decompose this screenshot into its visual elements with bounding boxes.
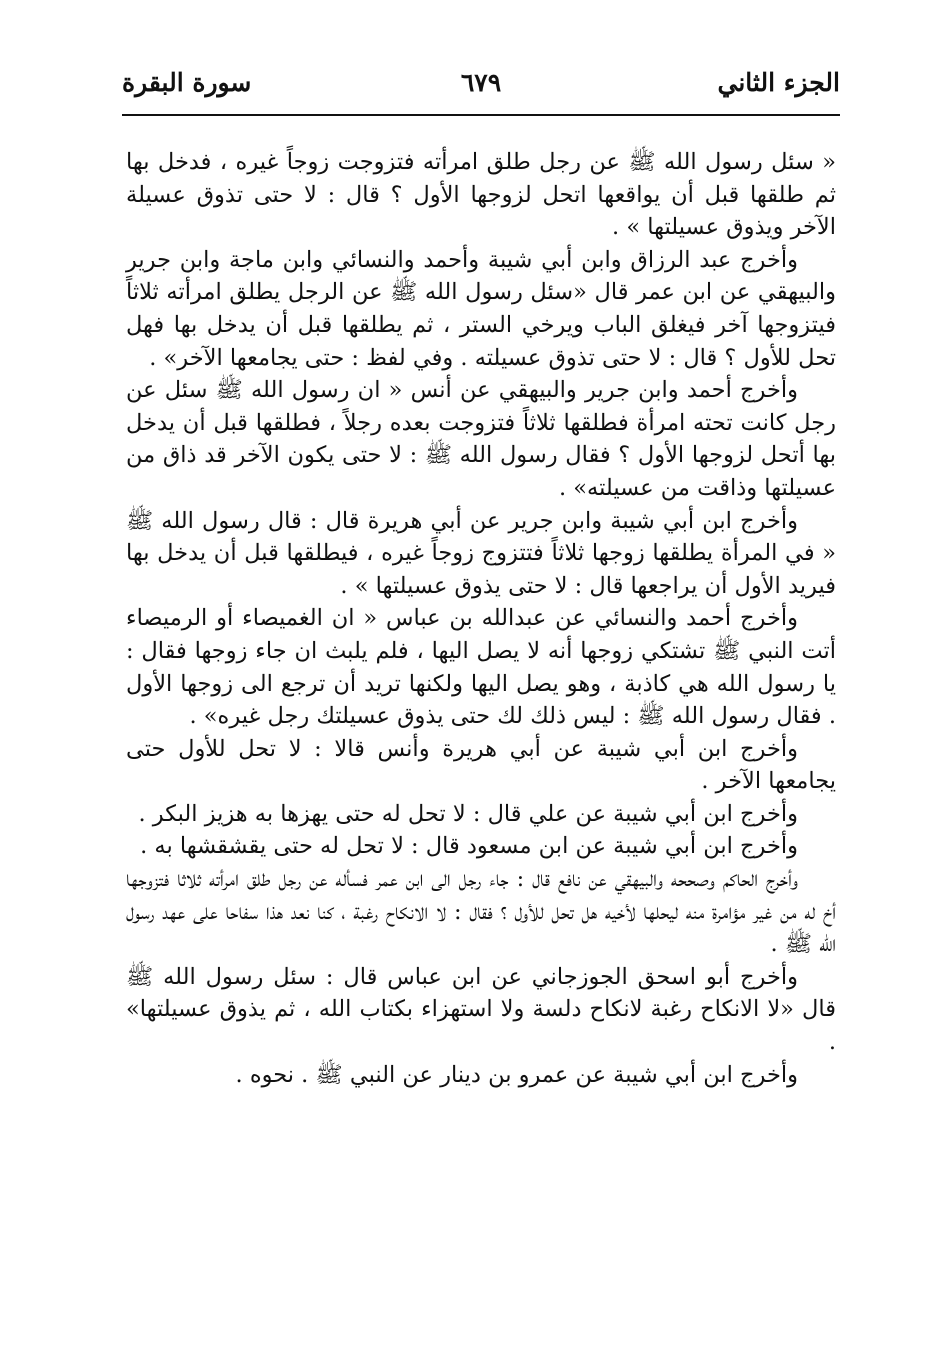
paragraph: وأخرج عبد الرزاق وابن أبي شيبة وأحمد والنسائي وابن ماجة وابن جرير والبيهقي عن ابن عمر قال «سئل رسول الله ﷺ عن الرجل يطلق امرأته ثلاثاً فيتزوجها آخر فيغلق الباب ويرخي الستر ، ثم يطلقها قبل أن يدخل بها فهل تحل للأول ؟ قال : لا حتى تذوق عسيلته . وفي لفظ : حتى يجامعها الآخر» . [126,246,836,371]
running-header [122,62,840,108]
paragraph: « سئل رسول الله ﷺ عن رجل طلق امرأته فتزوجت زوجاً غيره ، فدخل بها ثم طلقها قبل أن يواقعها اتحل لزوجها الأول ؟ قال : لا حتى تذوق عسيلة الآخر ويذوق عسيلتها » . [126,149,836,241]
paragraph: وأخرج ابن أبي شيبة عن ابن مسعود قال : لا تحل له حتى يقشقشها به . [140,833,798,860]
paragraph: وأخرج ابن أبي شيبة عن علي قال : لا تحل له حتى يهزها به هزيز البكر . [138,800,798,827]
page-number: ٦٧٩ [460,68,502,97]
part-title: الجزء الثاني [717,68,840,97]
paragraph: وأخرج أحمد وابن جرير والبيهقي عن أنس « ان رسول الله ﷺ سئل عن رجل كانت تحته امرأة فطلقها ثلاثاً فتزوجت بعده رجلاً ، فطلقها قبل أن يدخل بها أتحل لزوجها الأول ؟ فقال رسول الله ﷺ : لا حتى يكون الآخر قد ذاق من عسيلتها وذاقت من عسيلته» . [126,377,836,501]
paragraph: وأخرج ابن أبي شيبة عن أبي هريرة وأنس قالا : لا تحل للأول حتى يجامعها الآخر . [126,735,836,795]
surah-title: سورة البقرة [122,68,252,97]
paragraph: وأخرج ابن أبي شيبة وابن جرير عن أبي هريرة قال : قال رسول الله ﷺ « في المرأة يطلقها زوجها ثلاثاً فتتزوج زوجاً غيره ، فيطلقها قبل أن يدخل بها فيريد الأول أن يراجعها قال : لا حتى يذوق عسيلتها » . [126,507,836,599]
paragraph: وأخرج أحمد والنسائي عن عبدالله بن عباس « ان الغميصاء أو الرميصاء أتت النبي ﷺ تشتكي زوجها أنه لا يصل اليها ، فلم يلبث ان جاء زوجها فقال : يا رسول الله هي كاذبة ، وهو يصل اليها ولكنها تريد أن ترجع الى زوجها الأول . فقال رسول الله ﷺ : ليس ذلك لك حتى يذوق عسيلتك رجل غيره» . [126,605,836,730]
page-body [126,146,836,1091]
header-divider [122,114,840,116]
paragraph: وأخرج أبو اسحق الجوزجاني عن ابن عباس قال : سئل رسول الله ﷺ قال «لا الانكاح رغبة لانكاح دلسة ولا استهزاء بكتاب الله ، ثم يذوق عسيلتها» . [126,963,836,1056]
paragraph: وأخرج الحاكم وصححه والبيهقي عن نافع قال : جاء رجل الى ابن عمر فسأله عن رجل طلق امرأته ثلاثا فتزوجها أخ له من غير مؤامرة منه ليحلها لأخيه هل تحل للأول ؟ فقال : لا الانكاح رغبة ، كنا نعد هذا سفاحا على عهد رسول الله ﷺ . [126,866,836,958]
paragraph: وأخرج ابن أبي شيبة عن عمرو بن دينار عن النبي ﷺ . نحوه . [235,1061,798,1088]
